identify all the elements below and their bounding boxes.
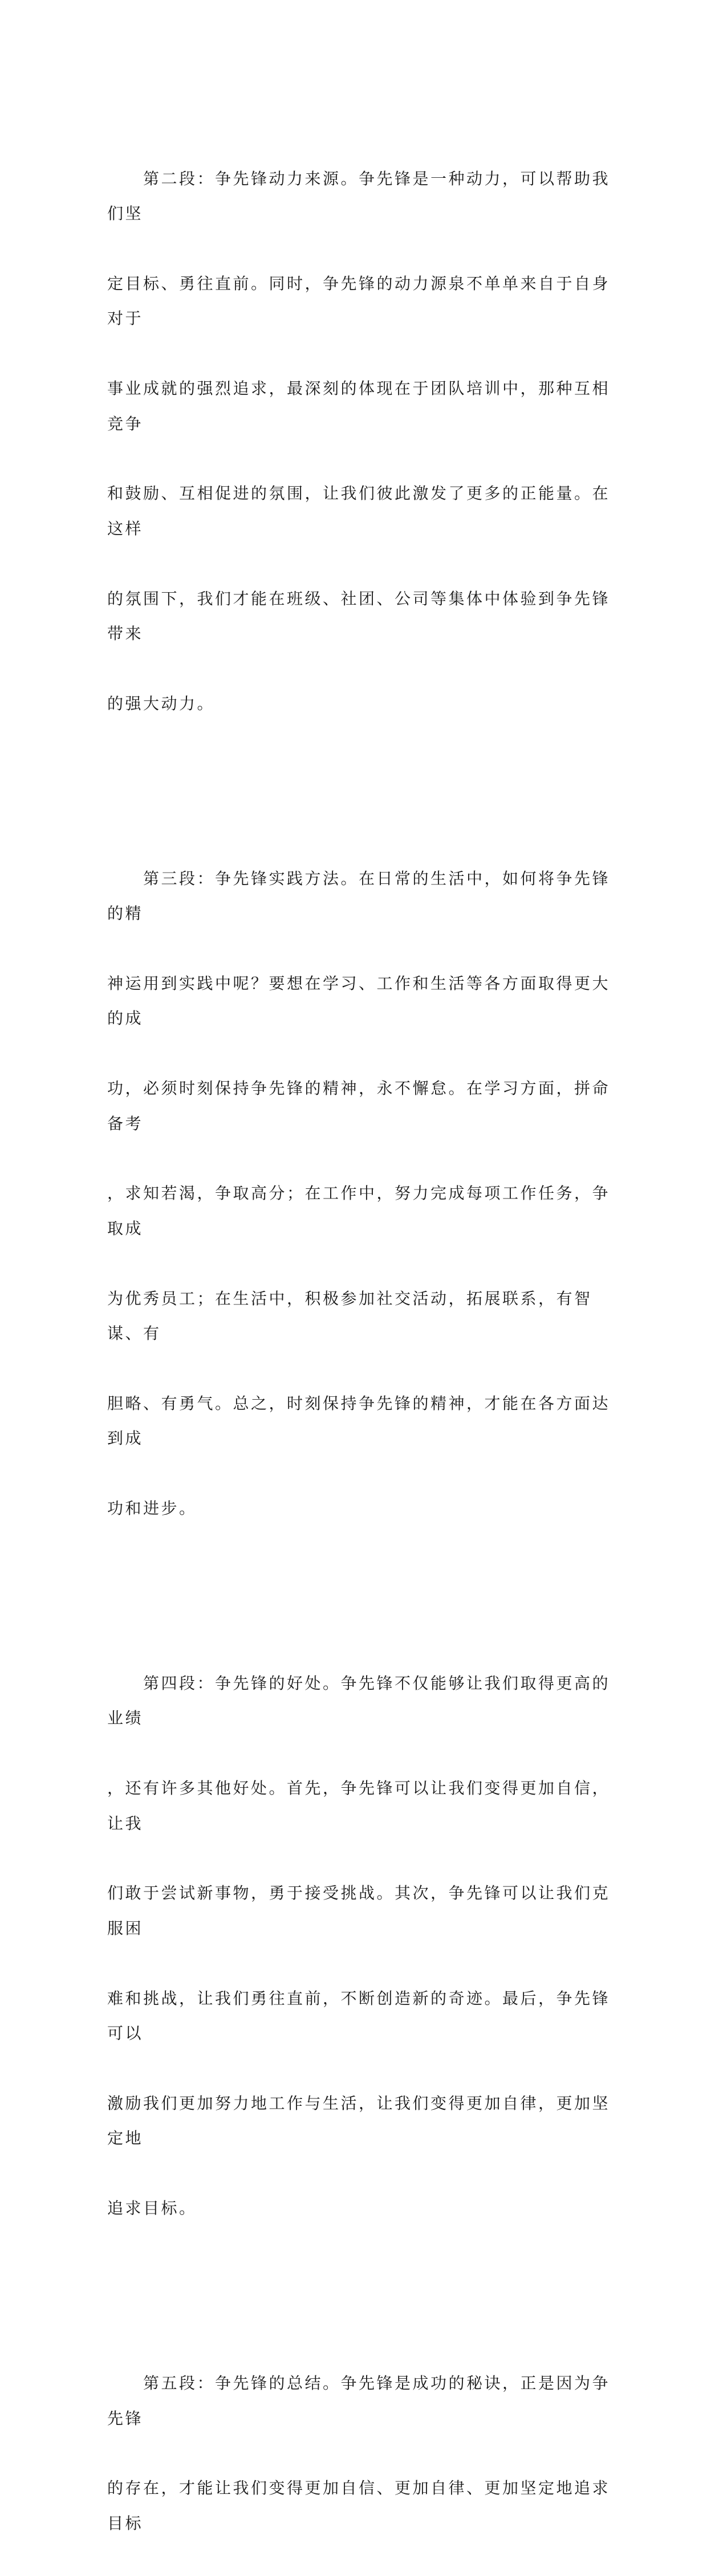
text-line: 事业成就的强烈追求，最深刻的体现在于团队培训中，那种互相竞争	[107, 379, 611, 433]
paragraph-2	[107, 91, 620, 791]
text-line: 的氛围下，我们才能在班级、社团、公司等集体中体验到争先锋带来	[107, 589, 611, 643]
text-line: 第四段：争先锋的好处。争先锋不仅能够让我们取得更高的业绩	[107, 1674, 611, 1728]
text-line: 第二段：争先锋动力来源。争先锋是一种动力，可以帮助我们坚	[107, 169, 611, 223]
text-line: ，还有许多其他好处。首先，争先锋可以让我们变得更加自信，让我	[107, 1779, 611, 1833]
text-line: 为优秀员工；在生活中，积极参加社交活动，拓展联系，有智谋、有	[107, 1289, 592, 1343]
text-line: 第五段：争先锋的总结。争先锋是成功的秘诀，正是因为争先锋	[107, 2374, 611, 2428]
paragraph-4	[107, 1596, 620, 2296]
text-line: 第三段：争先锋实践方法。在日常的生活中，如何将争先锋的精	[107, 869, 611, 923]
text-line: 功，必须时刻保持争先锋的精神，永不懈怠。在学习方面，拼命备考	[107, 1079, 611, 1133]
text-line: 和鼓励、互相促进的氛围，让我们彼此激发了更多的正能量。在这样	[107, 484, 611, 538]
text-line: 的存在，才能让我们变得更加自信、更加自律、更加坚定地追求目标	[107, 2479, 611, 2533]
text-line: 神运用到实践中呢？要想在学习、工作和生活等各方面取得更大的成	[107, 974, 611, 1028]
text-line: 的强大动力。	[107, 694, 216, 713]
text-line: 功和进步。	[107, 1499, 197, 1518]
paragraph-3	[107, 791, 620, 1596]
paragraph-5	[107, 2296, 620, 2575]
text-line: 胆略、有勇气。总之，时刻保持争先锋的精神，才能在各方面达到成	[107, 1393, 611, 1448]
text-line: 们敢于尝试新事物，勇于接受挑战。其次，争先锋可以让我们克服困	[107, 1884, 611, 1938]
body-text	[107, 91, 620, 2576]
text-line: 难和挑战，让我们勇往直前，不断创造新的奇迹。最后，争先锋可以	[107, 1988, 611, 2043]
text-line: 追求目标。	[107, 2199, 197, 2218]
text-line: ，求知若渴，争取高分；在工作中，努力完成每项工作任务，争取成	[107, 1184, 611, 1238]
text-line: 激励我们更加努力地工作与生活，让我们变得更加自律，更加坚定地	[107, 2093, 611, 2148]
text-line: 定目标、勇往直前。同时，争先锋的动力源泉不单单来自于自身对于	[107, 274, 611, 328]
